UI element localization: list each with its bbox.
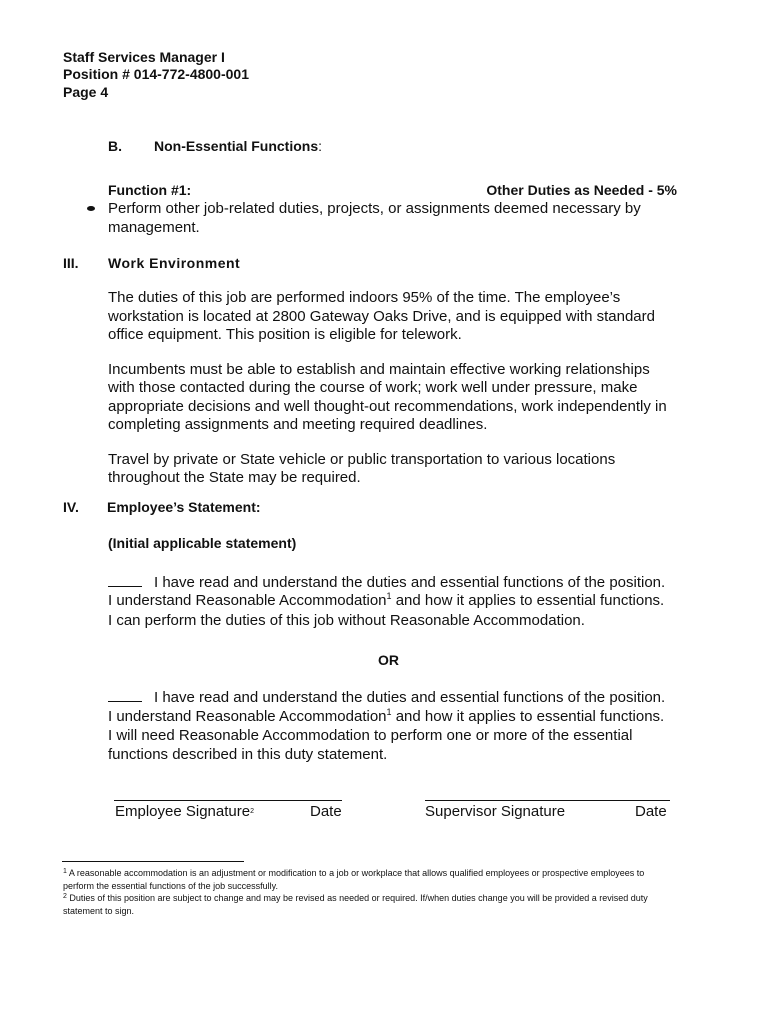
doc-title: Staff Services Manager I (63, 49, 225, 65)
footnote-1-text: A reasonable accommodation is an adjustment or modification to a job or workplace that allows qualified employees or prospective employees to perform the essential functions of the job successfully. (63, 868, 645, 891)
statement2-line1 (108, 687, 665, 708)
section-b-title: Non-Essential Functions (154, 138, 319, 154)
paragraph-line: with those contacted during the course of work; work well under pressure, make (108, 379, 638, 396)
section-iii-title: Work Environment (108, 255, 241, 271)
statement1-line1 (108, 572, 665, 593)
bullet-icon (87, 206, 95, 211)
section-iv-title: Employee’s Statement: (107, 499, 261, 515)
page-number: Page 4 (63, 84, 109, 100)
footnote-ref-1: 1 (386, 707, 392, 717)
paragraph-line: office equipment. This position is eligible for telework. (108, 326, 462, 343)
employee-date-label: Date (310, 803, 342, 820)
function-duty: Other Duties as Needed - 5% (486, 182, 677, 198)
bullet-text-line2: management. (108, 219, 200, 236)
statement2-text: I have read and understand the duties and essential functions of the position. (154, 689, 666, 706)
section-b-letter: B. (108, 138, 122, 154)
footnote-ref-2: 2 (250, 808, 254, 815)
footnote-2 (63, 892, 673, 917)
footnote-divider (62, 861, 244, 862)
paragraph-line: Incumbents must be able to establish and maintain effective working relationships (108, 361, 650, 378)
statement2-line2 (108, 707, 664, 727)
footnote-1 (63, 867, 673, 892)
supervisor-date-label: Date (635, 803, 667, 820)
section-iii-numeral: III. (63, 255, 79, 271)
paragraph-line: throughout the State may be required. (108, 469, 361, 486)
bullet-text-line1: Perform other job-related duties, projects, or assignments deemed necessary by (108, 200, 641, 217)
statement2-line2b: and how it applies to essential functions. (391, 708, 665, 725)
statement1-line3: I can perform the duties of this job without Reasonable Accommodation. (108, 612, 585, 629)
section-b-heading (154, 137, 322, 155)
supervisor-signature-label: Supervisor Signature (425, 803, 566, 820)
initial-blank-1[interactable] (108, 572, 142, 587)
section-b-colon: : (318, 138, 323, 154)
statement2-line4: functions described in this duty statement. (108, 746, 388, 763)
footnote-2-text: Duties of this position are subject to change and may be revised as needed or required. If/when duties change you will be provided a revised duty statement to sign. (63, 893, 648, 916)
supervisor-signature-line[interactable] (425, 800, 670, 801)
footnote-ref-1: 1 (386, 591, 392, 601)
statement2-line3: I will need Reasonable Accommodation to perform one or more of the essential (108, 727, 633, 744)
or-separator: OR (378, 652, 399, 668)
section-iv-numeral: IV. (63, 499, 79, 515)
paragraph-line: The duties of this job are performed indoors 95% of the time. The employee’s (108, 289, 621, 306)
instruction-text: (Initial applicable statement) (108, 535, 297, 551)
initial-blank-2[interactable] (108, 687, 142, 702)
statement1-line2b: and how it applies to essential functions. (391, 592, 665, 609)
paragraph-line: appropriate decisions and well thought-out recommendations, work independently in (108, 398, 667, 415)
employee-signature-line[interactable] (114, 800, 342, 801)
statement1-text: I have read and understand the duties and essential functions of the position. (154, 574, 666, 591)
paragraph-line: workstation is located at 2800 Gateway Oaks Drive, and is equipped with standard (108, 308, 655, 325)
statement1-line2a: I understand Reasonable Accommodation (108, 592, 387, 609)
paragraph-line: completing assignments and meeting required deadlines. (108, 416, 488, 433)
footnote-2-mark: 2 (63, 893, 67, 900)
position-number: Position # 014-772-4800-001 (63, 66, 249, 82)
statement1-line2 (108, 591, 664, 611)
employee-signature-label (115, 802, 254, 822)
footnote-1-mark: 1 (63, 868, 67, 875)
paragraph-line: Travel by private or State vehicle or public transportation to various locations (108, 451, 616, 468)
employee-signature-text: Employee Signature (115, 803, 251, 820)
statement2-line2a: I understand Reasonable Accommodation (108, 708, 387, 725)
function-label: Function #1: (108, 182, 192, 198)
